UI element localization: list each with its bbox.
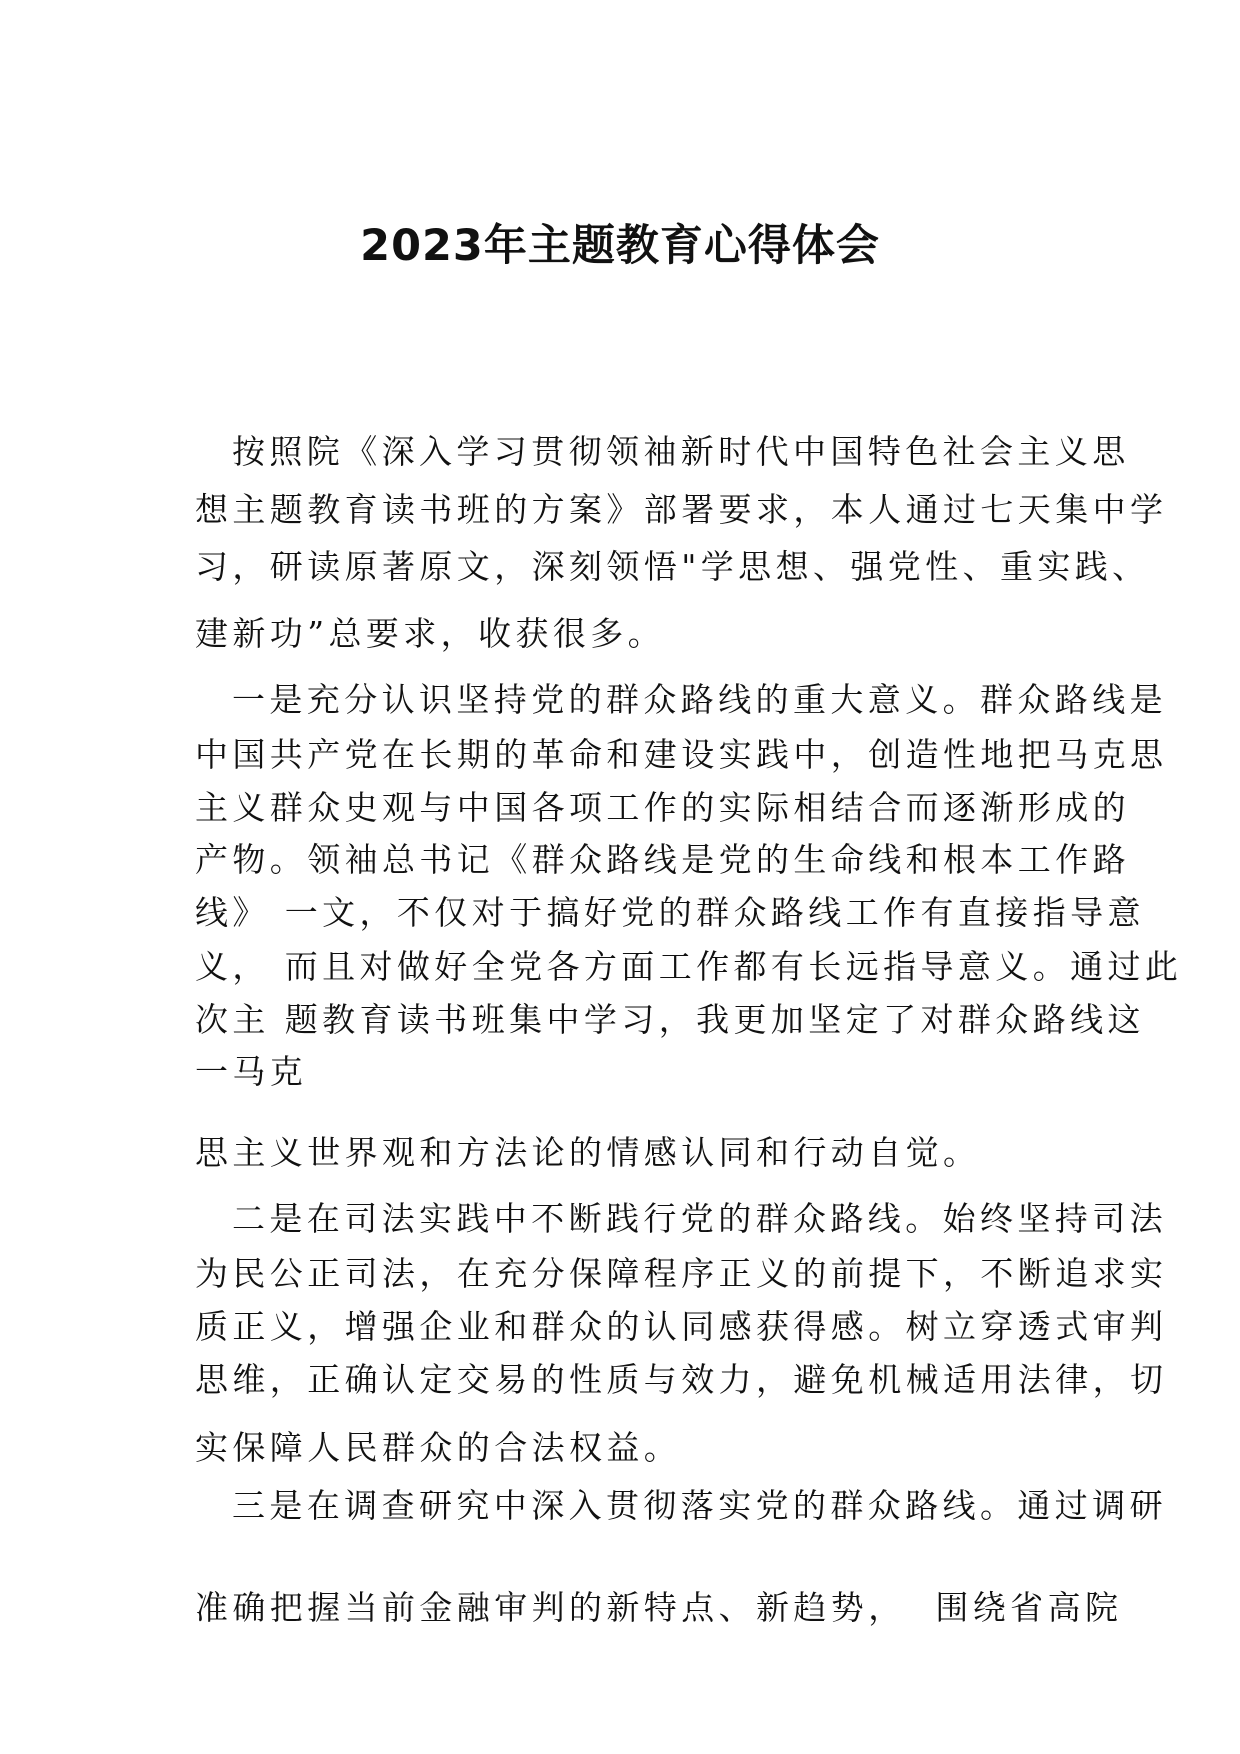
paragraph-2-line-5: 线》 一文，不仅对于搞好党的群众路线工作有直接指导意 — [195, 893, 1145, 932]
paragraph-3-line-1: 二是在司法实践中不断践行党的群众路线。始终坚持司法 — [232, 1199, 1167, 1238]
paragraph-2-line-8: 一马克 — [195, 1052, 308, 1091]
paragraph-4-line-1: 三是在调查研究中深入贯彻落实党的群众路线。通过调研 — [232, 1486, 1167, 1525]
paragraph-2-line-3: 主义群众史观与中国各项工作的实际相结合而逐渐形成的 — [195, 788, 1130, 827]
paragraph-2-line-9: 思主义世界观和方法论的情感认同和行动自觉。 — [195, 1133, 981, 1172]
paragraph-2-line-2: 中国共产党在长期的革命和建设实践中，创造性地把马克思 — [195, 735, 1168, 774]
paragraph-1-line-1: 按照院《深入学习贯彻领袖新时代中国特色社会主义思 — [232, 432, 1130, 471]
paragraph-3-line-2: 为民公正司法，在充分保障程序正义的前提下，不断追求实 — [195, 1254, 1168, 1293]
paragraph-2-line-7: 次主 题教育读书班集中学习，我更加坚定了对群众路线这 — [195, 1000, 1145, 1039]
paragraph-4-line-2: 准确把握当前金融审判的新特点、新趋势， 围绕省高院 — [195, 1588, 1123, 1627]
paragraph-1-line-3: 习，研读原著原文，深刻领悟"学思想、强党性、重实践、 — [195, 547, 1150, 586]
paragraph-2-line-1: 一是充分认识坚持党的群众路线的重大意义。群众路线是 — [232, 680, 1167, 719]
paragraph-3-line-4: 思维，正确认定交易的性质与效力，避免机械适用法律，切 — [195, 1360, 1168, 1399]
paragraph-1-line-4: 建新功”总要求，收获很多。 — [195, 614, 666, 653]
paragraph-3-line-3: 质正义，增强企业和群众的认同感获得感。树立穿透式审判 — [195, 1307, 1168, 1346]
paragraph-1-line-2: 想主题教育读书班的方案》部署要求，本人通过七天集中学 — [195, 490, 1168, 529]
document-title: 2023年主题教育心得体会 — [360, 221, 880, 271]
paragraph-2-line-6: 义， 而且对做好全党各方面工作都有长远指导意义。通过此 — [195, 947, 1183, 986]
paragraph-3-line-5: 实保障人民群众的合法权益。 — [195, 1428, 682, 1467]
paragraph-2-line-4: 产物。领袖总书记《群众路线是党的生命线和根本工作路 — [195, 840, 1130, 879]
